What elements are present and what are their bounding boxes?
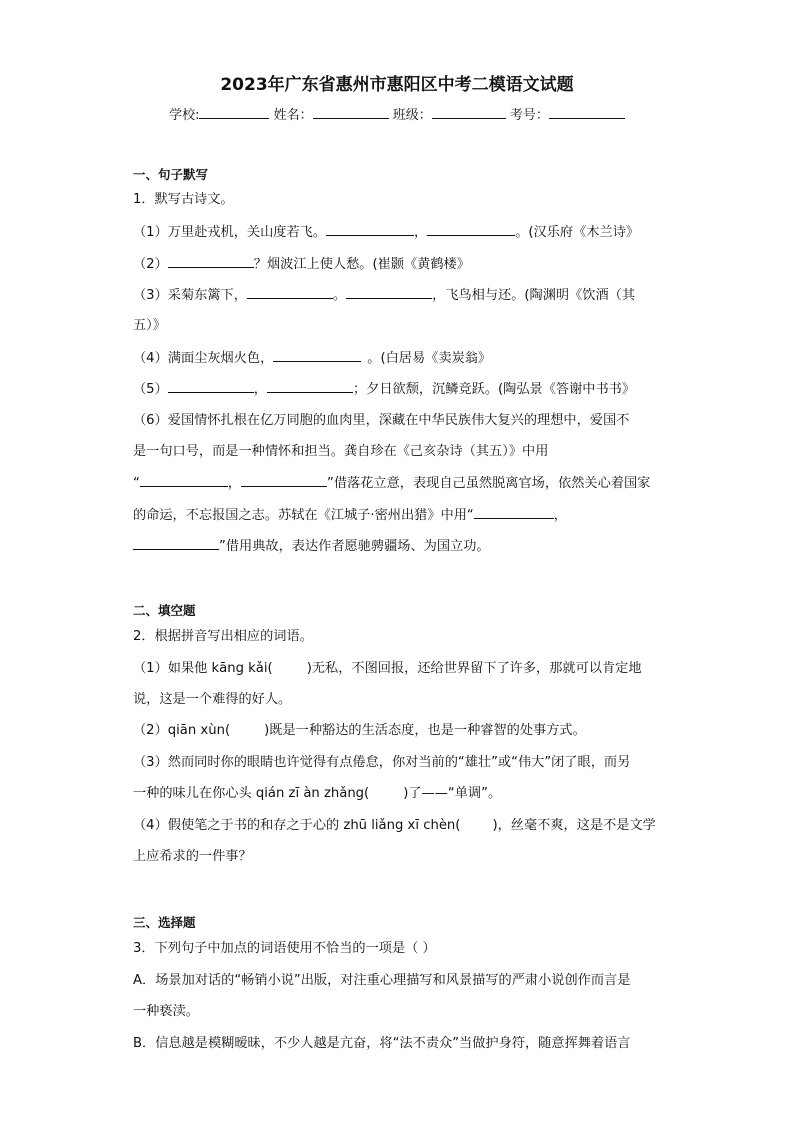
q1-line-1 [133,223,658,242]
section3-heading: 三、选择题 [133,915,196,930]
q2-1-text-b: )无私，不图回报，还给世界留下了许多，那就可以肯定地 [306,661,642,676]
q3-option-a[interactable]: A．场景加对话的“畅销小说”出版，对注重心理描写和风景描写的严肃小说创作而言是 [133,973,631,988]
q1-line-2 [133,255,658,274]
q1-line-4 [133,349,658,368]
q3-stem: 3．下列句子中加点的词语使用不恰当的一项是（ ） [133,941,436,956]
q2-2-text-b: )既是一种豁达的生活态度，也是一种睿智的处事方式。 [264,723,586,738]
q1-4-blank[interactable] [273,349,361,362]
q2-4-text-b: )，丝毫不爽，这是不是文学 [492,818,656,833]
q1-6-blank-b[interactable] [241,474,327,487]
q2-1-text-a: （1）如果他 kāng kǎi( [133,661,273,676]
q1-stem: 1．默写古诗文。 [133,192,234,207]
q1-6-blank-c[interactable] [474,506,554,519]
q2-stem: 2．根据拼音写出相应的词语。 [133,629,313,644]
q1-5-blank-a[interactable] [168,380,254,393]
q1-line-6b: 是一句口号，而是一种情怀和担当。龚自珍在《己亥杂诗（其五）》中用 [133,444,549,459]
q1-line-3 [133,286,658,305]
q1-5-comma: ， [253,382,267,397]
q2-line-2 [133,722,658,740]
q2-3-text-a: 一种的味儿在你心头 qián zī àn zhǎng( [133,786,370,801]
q3-option-b[interactable]: B．信息越是模糊暧昧，不少人越是亢奋，将“法不责众”当做护身符，随意挥舞着语言 [133,1036,631,1051]
q1-2-blank[interactable] [168,255,254,268]
q2-line-4 [133,817,658,835]
q1-6-comma-a: ， [227,476,242,491]
q2-line-3-cont [133,785,658,803]
q1-5-label: （5） [133,382,168,397]
q1-5-blank-b[interactable] [267,380,353,393]
student-info-line [0,104,794,123]
q1-line-5 [133,380,658,399]
q1-1-blank-b[interactable] [427,223,515,236]
q1-3-source: ，飞鸟相与还。(陶渊明《饮酒（其 [432,288,636,303]
q2-line-4-cont: 上应希求的一件事？ [133,849,252,864]
q1-3-period: 。 [332,288,347,303]
q1-3-blank-a[interactable] [247,286,333,299]
q1-1-blank-a[interactable] [326,223,414,236]
school-label: 学校: [169,108,200,123]
name-label: 姓名： [273,108,313,123]
q1-line-6a: （6）爱国情怀扎根在亿万同胞的血肉里，深藏在中华民族伟大复兴的理想中，爱国不 [133,413,630,428]
q1-6-text-e: ”借用典故，表达作者愿驰骋疆场、为国立功。 [219,539,490,554]
q1-3-text: （3）采菊东篱下， [133,288,247,303]
q1-1-comma: ， [414,225,428,240]
class-blank[interactable] [432,106,506,119]
q1-3-blank-b[interactable] [346,286,432,299]
q1-5-source: ；夕日欲颓，沉鳞竞跃。(陶弘景《答谢中书书》 [352,382,636,397]
q1-6-quote-open: “ [133,476,140,491]
q3-option-a-cont: 一种亵渎。 [133,1004,199,1019]
q2-4-text-a: （4）假使笔之于书的和存之于心的 zhū liǎng xī chèn( [133,818,461,833]
class-label: 班级： [392,108,432,123]
q2-line-3: （3）然而同时你的眼睛也许觉得有点倦怠，你对当前的“雄壮”或“伟大”闭了眼，而另 [133,755,631,770]
exam-no-blank[interactable] [549,106,625,119]
q1-6-comma-b: ， [553,508,567,523]
q2-line-1 [133,660,658,678]
section2-heading: 二、填空题 [133,603,196,618]
section1-heading: 一、句子默写 [133,167,209,182]
q1-1-source: 。(汉乐府《木兰诗》 [515,225,640,240]
q1-line-3-cont: 五）》 [133,318,166,333]
q1-line-6e [133,537,658,556]
q2-line-1-cont: 说，这是一个难得的好人。 [133,692,292,707]
q1-4-source: 。(白居易《卖炭翁》 [367,351,492,366]
school-blank[interactable] [199,106,269,119]
q1-6-blank-a[interactable] [140,474,228,487]
exam-no-label: 考号： [509,108,549,123]
q1-1-text: （1）万里赴戎机，关山度若飞。 [133,225,327,240]
q1-6-text-d: 的命运，不忘报国之志。苏轼在《江城子·密州出猎》中用“ [133,508,474,523]
q1-2-text: ？烟波江上使人愁。(崔颢《黄鹤楼》 [253,257,470,272]
q1-6-text-c: ”借落花立意，表现自己虽然脱离官场，依然关心着国家 [327,476,651,491]
q1-6-blank-d[interactable] [133,537,219,550]
q2-2-text-a: （2）qiān xùn( [133,723,231,738]
q1-line-6c [133,474,658,493]
q1-2-label: （2） [133,257,168,272]
q2-3-text-b: )了——“单调”。 [403,786,502,801]
exam-title: 2023年广东省惠州市惠阳区中考二模语文试题 [220,75,574,95]
q1-4-text: （4）满面尘灰烟火色， [133,351,274,366]
q1-line-6d [133,506,658,525]
name-blank[interactable] [313,106,389,119]
